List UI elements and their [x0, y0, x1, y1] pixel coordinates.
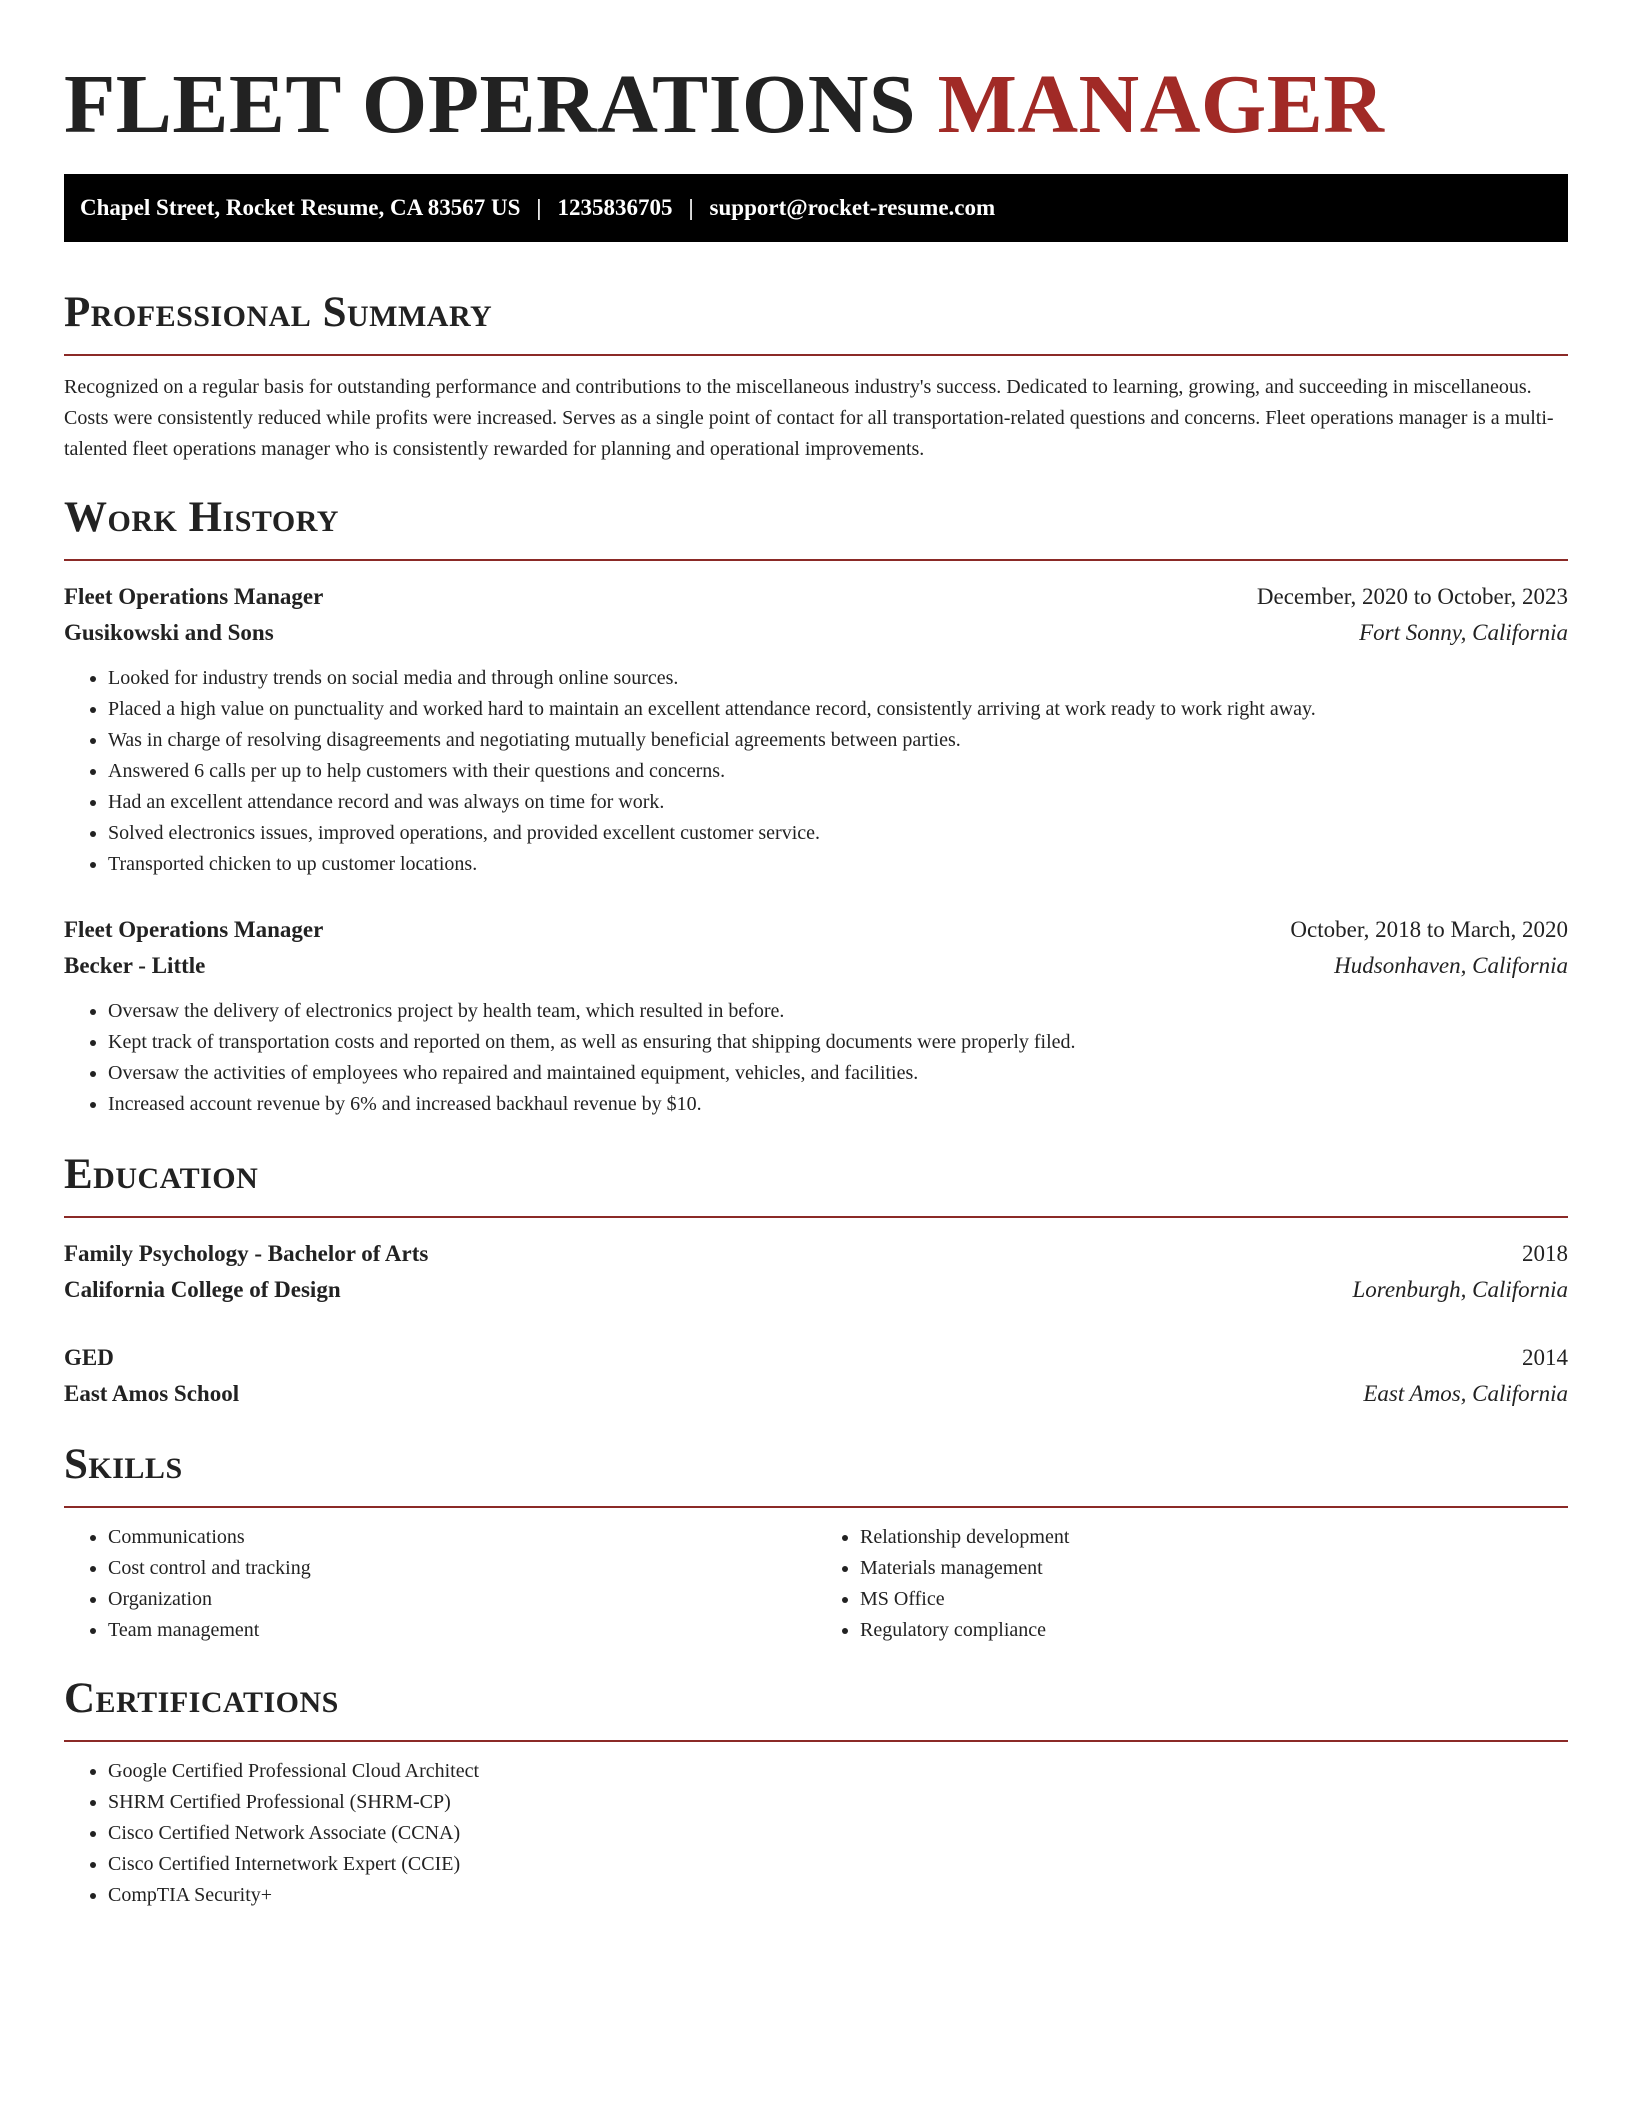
name-accent: MANAGER — [937, 58, 1385, 151]
job-bullet: • Oversaw the delivery of electronics project by health team, which resulted in before. — [108, 996, 1568, 1027]
education-location: Lorenburgh, California — [1352, 1277, 1568, 1302]
education-school: East Amos School — [64, 1381, 240, 1406]
education-section — [64, 1148, 1568, 1412]
summary-text: Recognized on a regular basis for outstanding performance and contributions to the miscellaneous industry's success. Dedicated to learning, growing, and succeeding in miscellaneous. Costs were consistently reduced while profits were increased. Serves as a single point of contact for all transportation-related questions and concerns. Fleet operations manager is a multi-talented fleet operations manager who is consistently rewarded for planning and operational improvements. — [64, 376, 1554, 460]
certification-item: • CompTIA Security+ — [108, 1880, 1568, 1911]
skills-heading: Skills — [64, 1441, 183, 1488]
job-location: Hudsonhaven, California — [1334, 953, 1568, 978]
skill-item: • Materials management — [860, 1553, 1568, 1584]
contact-address: Chapel Street, Rocket Resume, CA 83567 US — [80, 195, 521, 220]
education-location: East Amos, California — [1363, 1381, 1568, 1406]
skill-item: • MS Office — [860, 1584, 1568, 1615]
education-school-row — [64, 1272, 1568, 1308]
certifications-heading: Certifications — [64, 1675, 339, 1722]
section-divider — [64, 354, 1568, 356]
skill-item: • Communications — [108, 1522, 816, 1553]
name-main: FLEET OPERATIONS — [64, 58, 917, 151]
education-year: 2018 — [1522, 1241, 1568, 1266]
section-divider — [64, 1506, 1568, 1508]
job-bullet: • Was in charge of resolving disagreements and negotiating mutually beneficial agreements between parties. — [108, 725, 1568, 756]
certification-item: • Google Certified Professional Cloud Architect — [108, 1756, 1568, 1787]
education-degree-row — [64, 1236, 1568, 1272]
summary-heading: Professional Summary — [64, 289, 493, 336]
skills-grid — [64, 1522, 1568, 1646]
job-company: Becker - Little — [64, 953, 206, 978]
work-history-section — [64, 491, 1568, 1120]
job-bullet: • Placed a high value on punctuality and worked hard to maintain an excellent attendance record, consistently arriving at work ready to work right away. — [108, 694, 1568, 725]
section-divider — [64, 559, 1568, 561]
skill-item: • Regulatory compliance — [860, 1615, 1568, 1646]
skill-item: • Organization — [108, 1584, 816, 1615]
job-dates: October, 2018 to March, 2020 — [1290, 917, 1568, 942]
skill-item: • Cost control and tracking — [108, 1553, 816, 1584]
job-header-row — [64, 579, 1568, 615]
job-bullet: • Oversaw the activities of employees who repaired and maintained equipment, vehicles, and facilities. — [108, 1058, 1568, 1089]
job-bullet: • Kept track of transportation costs and reported on them, as well as ensuring that shipping documents were properly filed. — [108, 1027, 1568, 1058]
education-school: California College of Design — [64, 1277, 341, 1302]
job-bullet: • Increased account revenue by 6% and increased backhaul revenue by $10. — [108, 1089, 1568, 1120]
skills-list-left — [64, 1522, 816, 1646]
job-title: Fleet Operations Manager — [64, 584, 324, 609]
contact-email: support@rocket-resume.com — [709, 195, 996, 220]
section-divider — [64, 1740, 1568, 1742]
job-bullets — [64, 663, 1568, 880]
education-school-row — [64, 1376, 1568, 1412]
job-location: Fort Sonny, California — [1359, 620, 1568, 645]
job-company: Gusikowski and Sons — [64, 620, 274, 645]
work-history-heading: Work History — [64, 494, 339, 541]
job-company-row — [64, 948, 1568, 984]
job-dates: December, 2020 to October, 2023 — [1256, 584, 1568, 609]
job-entry — [64, 912, 1568, 1120]
job-company-row — [64, 615, 1568, 651]
job-header-row — [64, 912, 1568, 948]
education-degree: Family Psychology - Bachelor of Arts — [64, 1241, 429, 1266]
job-title: Fleet Operations Manager — [64, 917, 324, 942]
education-degree: GED — [64, 1345, 114, 1370]
education-degree-row — [64, 1340, 1568, 1376]
contact-separator: | — [536, 195, 542, 220]
job-bullet: • Answered 6 calls per up to help customers with their questions and concerns. — [108, 756, 1568, 787]
contact-phone: 1235836705 — [557, 195, 673, 220]
contact-bar — [64, 174, 1568, 242]
job-bullets — [64, 996, 1568, 1120]
job-entry — [64, 579, 1568, 880]
skills-list-right — [816, 1522, 1568, 1646]
certification-item: • Cisco Certified Internetwork Expert (CCIE) — [108, 1849, 1568, 1880]
education-entry — [64, 1236, 1568, 1308]
job-bullet: • Looked for industry trends on social media and through online sources. — [108, 663, 1568, 694]
education-entry — [64, 1340, 1568, 1412]
certification-item: • SHRM Certified Professional (SHRM-CP) — [108, 1787, 1568, 1818]
certification-item: • Cisco Certified Network Associate (CCNA) — [108, 1818, 1568, 1849]
contact-separator: | — [688, 195, 694, 220]
certifications-list — [64, 1756, 1568, 1911]
certifications-section — [64, 1672, 1568, 1911]
education-heading: Education — [64, 1151, 259, 1198]
skill-item: • Team management — [108, 1615, 816, 1646]
job-bullet: • Had an excellent attendance record and was always on time for work. — [108, 787, 1568, 818]
skill-item: • Relationship development — [860, 1522, 1568, 1553]
education-year: 2014 — [1522, 1345, 1568, 1370]
job-bullet: • Solved electronics issues, improved operations, and provided excellent customer service. — [108, 818, 1568, 849]
summary-section — [64, 286, 1568, 465]
resume-name — [64, 56, 1568, 154]
section-divider — [64, 1216, 1568, 1218]
job-bullet: • Transported chicken to up customer locations. — [108, 849, 1568, 880]
skills-section — [64, 1438, 1568, 1646]
